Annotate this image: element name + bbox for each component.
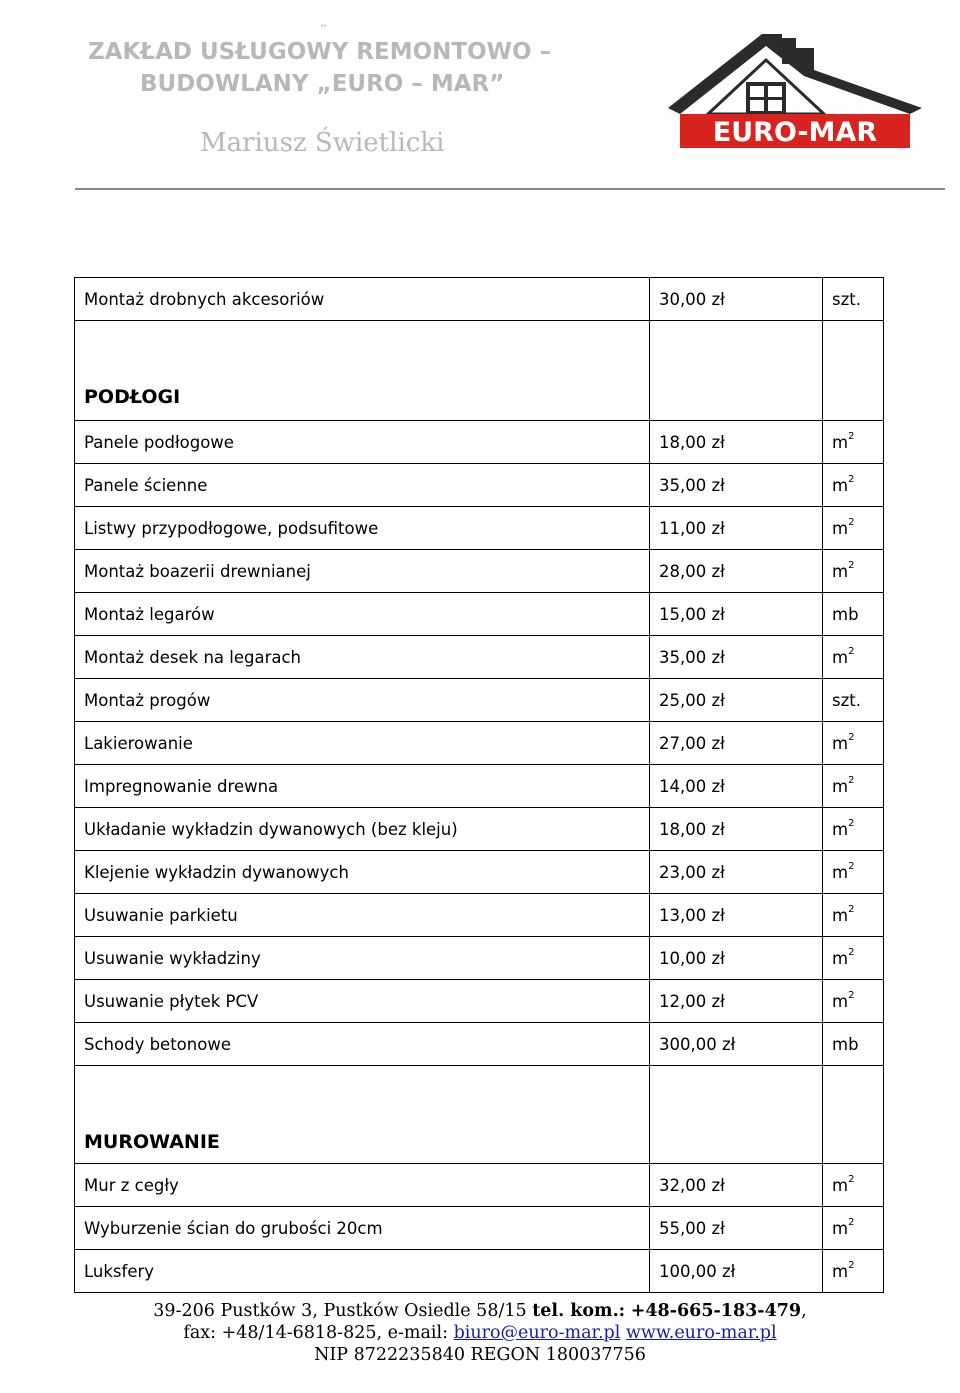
service-price: 27,00 zł	[650, 722, 823, 765]
price-row	[75, 278, 884, 321]
unit-label: m	[832, 862, 849, 882]
unit-exponent: 2	[848, 1173, 855, 1185]
service-unit	[823, 894, 884, 937]
service-price: 32,00 zł	[650, 1164, 823, 1207]
unit-label: m	[832, 819, 849, 839]
euro-mar-logo	[664, 30, 926, 152]
service-unit	[823, 980, 884, 1023]
footer-email-link[interactable]: biuro@euro-mar.pl	[453, 1323, 621, 1343]
footer-address: 39-206 Pustków 3, Pustków Osiedle 58/15	[153, 1301, 527, 1321]
footer-phone-label: tel. kom.:	[532, 1301, 626, 1321]
section-title: MUROWANIE	[75, 1066, 650, 1164]
service-unit	[823, 1207, 884, 1250]
unit-label: m	[832, 733, 849, 753]
service-price: 30,00 zł	[650, 278, 823, 321]
unit-exponent: 2	[848, 1259, 855, 1271]
price-row	[75, 722, 884, 765]
service-price: 11,00 zł	[650, 507, 823, 550]
unit-label: m	[832, 561, 849, 581]
price-row	[75, 1164, 884, 1207]
service-unit	[823, 765, 884, 808]
service-unit	[823, 421, 884, 464]
service-name: Impregnowanie drewna	[75, 765, 650, 808]
price-row	[75, 1207, 884, 1250]
unit-exponent: 2	[848, 1216, 855, 1228]
service-price: 300,00 zł	[650, 1023, 823, 1066]
footer-line2	[0, 1322, 960, 1344]
footer-website-link[interactable]: www.euro-mar.pl	[625, 1323, 777, 1343]
service-price	[650, 1066, 823, 1164]
service-price: 13,00 zł	[650, 894, 823, 937]
service-price: 100,00 zł	[650, 1250, 823, 1293]
unit-label: m	[832, 776, 849, 796]
service-unit	[823, 722, 884, 765]
service-name: Listwy przypodłogowe, podsufitowe	[75, 507, 650, 550]
service-unit	[823, 937, 884, 980]
price-row	[75, 550, 884, 593]
unit-exponent: 2	[848, 430, 855, 442]
price-row	[75, 1023, 884, 1066]
price-row	[75, 593, 884, 636]
service-name: Montaż progów	[75, 679, 650, 722]
service-name: Mur z cegły	[75, 1164, 650, 1207]
service-name: Montaż drobnych akcesoriów	[75, 278, 650, 321]
price-row	[75, 421, 884, 464]
unit-exponent: 2	[848, 774, 855, 786]
service-unit	[823, 1164, 884, 1207]
service-price: 10,00 zł	[650, 937, 823, 980]
price-row	[75, 679, 884, 722]
service-price	[650, 321, 823, 421]
unit-label: m	[832, 647, 849, 667]
service-price: 23,00 zł	[650, 851, 823, 894]
footer-line1: 39-206 Pustków 3, Pustków Osiedle 58/15 tel. kom.: +48-665-183-479,	[153, 1301, 807, 1321]
service-unit	[823, 464, 884, 507]
service-name: Lakierowanie	[75, 722, 650, 765]
service-unit	[823, 593, 884, 636]
unit-exponent: 2	[848, 559, 855, 571]
service-name: Układanie wykładzin dywanowych (bez kleju)	[75, 808, 650, 851]
section-row	[75, 1066, 884, 1164]
unit-label: mb	[832, 604, 859, 624]
section-row	[75, 321, 884, 421]
price-row	[75, 464, 884, 507]
unit-exponent: 2	[848, 817, 855, 829]
unit-exponent: 2	[848, 860, 855, 872]
unit-label: m	[832, 518, 849, 538]
service-price: 18,00 zł	[650, 421, 823, 464]
service-price: 12,00 zł	[650, 980, 823, 1023]
unit-label: m	[832, 1261, 849, 1281]
unit-exponent: 2	[848, 731, 855, 743]
service-name: Usuwanie parkietu	[75, 894, 650, 937]
service-name: Panele podłogowe	[75, 421, 650, 464]
unit-label: m	[832, 475, 849, 495]
unit-exponent: 2	[848, 516, 855, 528]
service-unit	[823, 636, 884, 679]
service-unit	[823, 1066, 884, 1164]
service-price: 35,00 zł	[650, 636, 823, 679]
footer-fax: fax: +48/14-6818-825, e-mail:	[183, 1323, 448, 1343]
price-row	[75, 1250, 884, 1293]
owner-name: Mariusz Świetlicki	[200, 128, 445, 158]
service-name: Montaż boazerii drewnianej	[75, 550, 650, 593]
unit-exponent: 2	[848, 989, 855, 1001]
company-name: ¨ ZAKŁAD USŁUGOWY REMONTOWO – BUDOWLANY „EURO – MAR”	[88, 36, 608, 100]
service-price: 18,00 zł	[650, 808, 823, 851]
service-unit	[823, 507, 884, 550]
unit-exponent: 2	[848, 946, 855, 958]
footer-ids: NIP 8722235840 REGON 180037756	[314, 1345, 646, 1365]
service-name: Panele ścienne	[75, 464, 650, 507]
service-unit	[823, 679, 884, 722]
price-row	[75, 808, 884, 851]
footer-contact	[0, 1300, 960, 1366]
service-unit	[823, 1023, 884, 1066]
service-name: Usuwanie wykładziny	[75, 937, 650, 980]
service-unit	[823, 321, 884, 421]
service-name: Klejenie wykładzin dywanowych	[75, 851, 650, 894]
service-name: Montaż legarów	[75, 593, 650, 636]
footer-phone: +48-665-183-479	[630, 1301, 802, 1321]
unit-label: szt.	[832, 690, 861, 710]
service-name: Schody betonowe	[75, 1023, 650, 1066]
service-price: 14,00 zł	[650, 765, 823, 808]
unit-exponent: 2	[848, 473, 855, 485]
unit-label: m	[832, 948, 849, 968]
unit-label: m	[832, 905, 849, 925]
letterhead	[0, 0, 960, 190]
unit-label: m	[832, 991, 849, 1011]
header-divider	[75, 188, 945, 190]
unit-label: m	[832, 432, 849, 452]
service-price: 55,00 zł	[650, 1207, 823, 1250]
price-row	[75, 937, 884, 980]
price-row	[75, 765, 884, 808]
service-unit	[823, 550, 884, 593]
logo-text: EURO-MAR	[712, 117, 878, 148]
section-title: PODŁOGI	[75, 321, 650, 421]
service-unit	[823, 808, 884, 851]
unit-label: mb	[832, 1034, 859, 1054]
service-name: Luksfery	[75, 1250, 650, 1293]
price-row	[75, 636, 884, 679]
price-row	[75, 894, 884, 937]
company-name-line1: ZAKŁAD USŁUGOWY REMONTOWO –	[88, 39, 552, 65]
service-price: 25,00 zł	[650, 679, 823, 722]
price-row	[75, 851, 884, 894]
unit-exponent: 2	[848, 645, 855, 657]
service-unit	[823, 278, 884, 321]
service-unit	[823, 1250, 884, 1293]
unit-exponent: 2	[848, 903, 855, 915]
service-price: 35,00 zł	[650, 464, 823, 507]
service-price: 28,00 zł	[650, 550, 823, 593]
price-table	[74, 277, 884, 1293]
price-row	[75, 507, 884, 550]
unit-label: szt.	[832, 289, 861, 309]
company-name-line2: BUDOWLANY „EURO – MAR”	[140, 71, 505, 97]
service-name: Montaż desek na legarach	[75, 636, 650, 679]
service-price: 15,00 zł	[650, 593, 823, 636]
unit-label: m	[832, 1175, 849, 1195]
service-name: Usuwanie płytek PCV	[75, 980, 650, 1023]
service-name: Wyburzenie ścian do grubości 20cm	[75, 1207, 650, 1250]
unit-label: m	[832, 1218, 849, 1238]
price-row	[75, 980, 884, 1023]
service-unit	[823, 851, 884, 894]
